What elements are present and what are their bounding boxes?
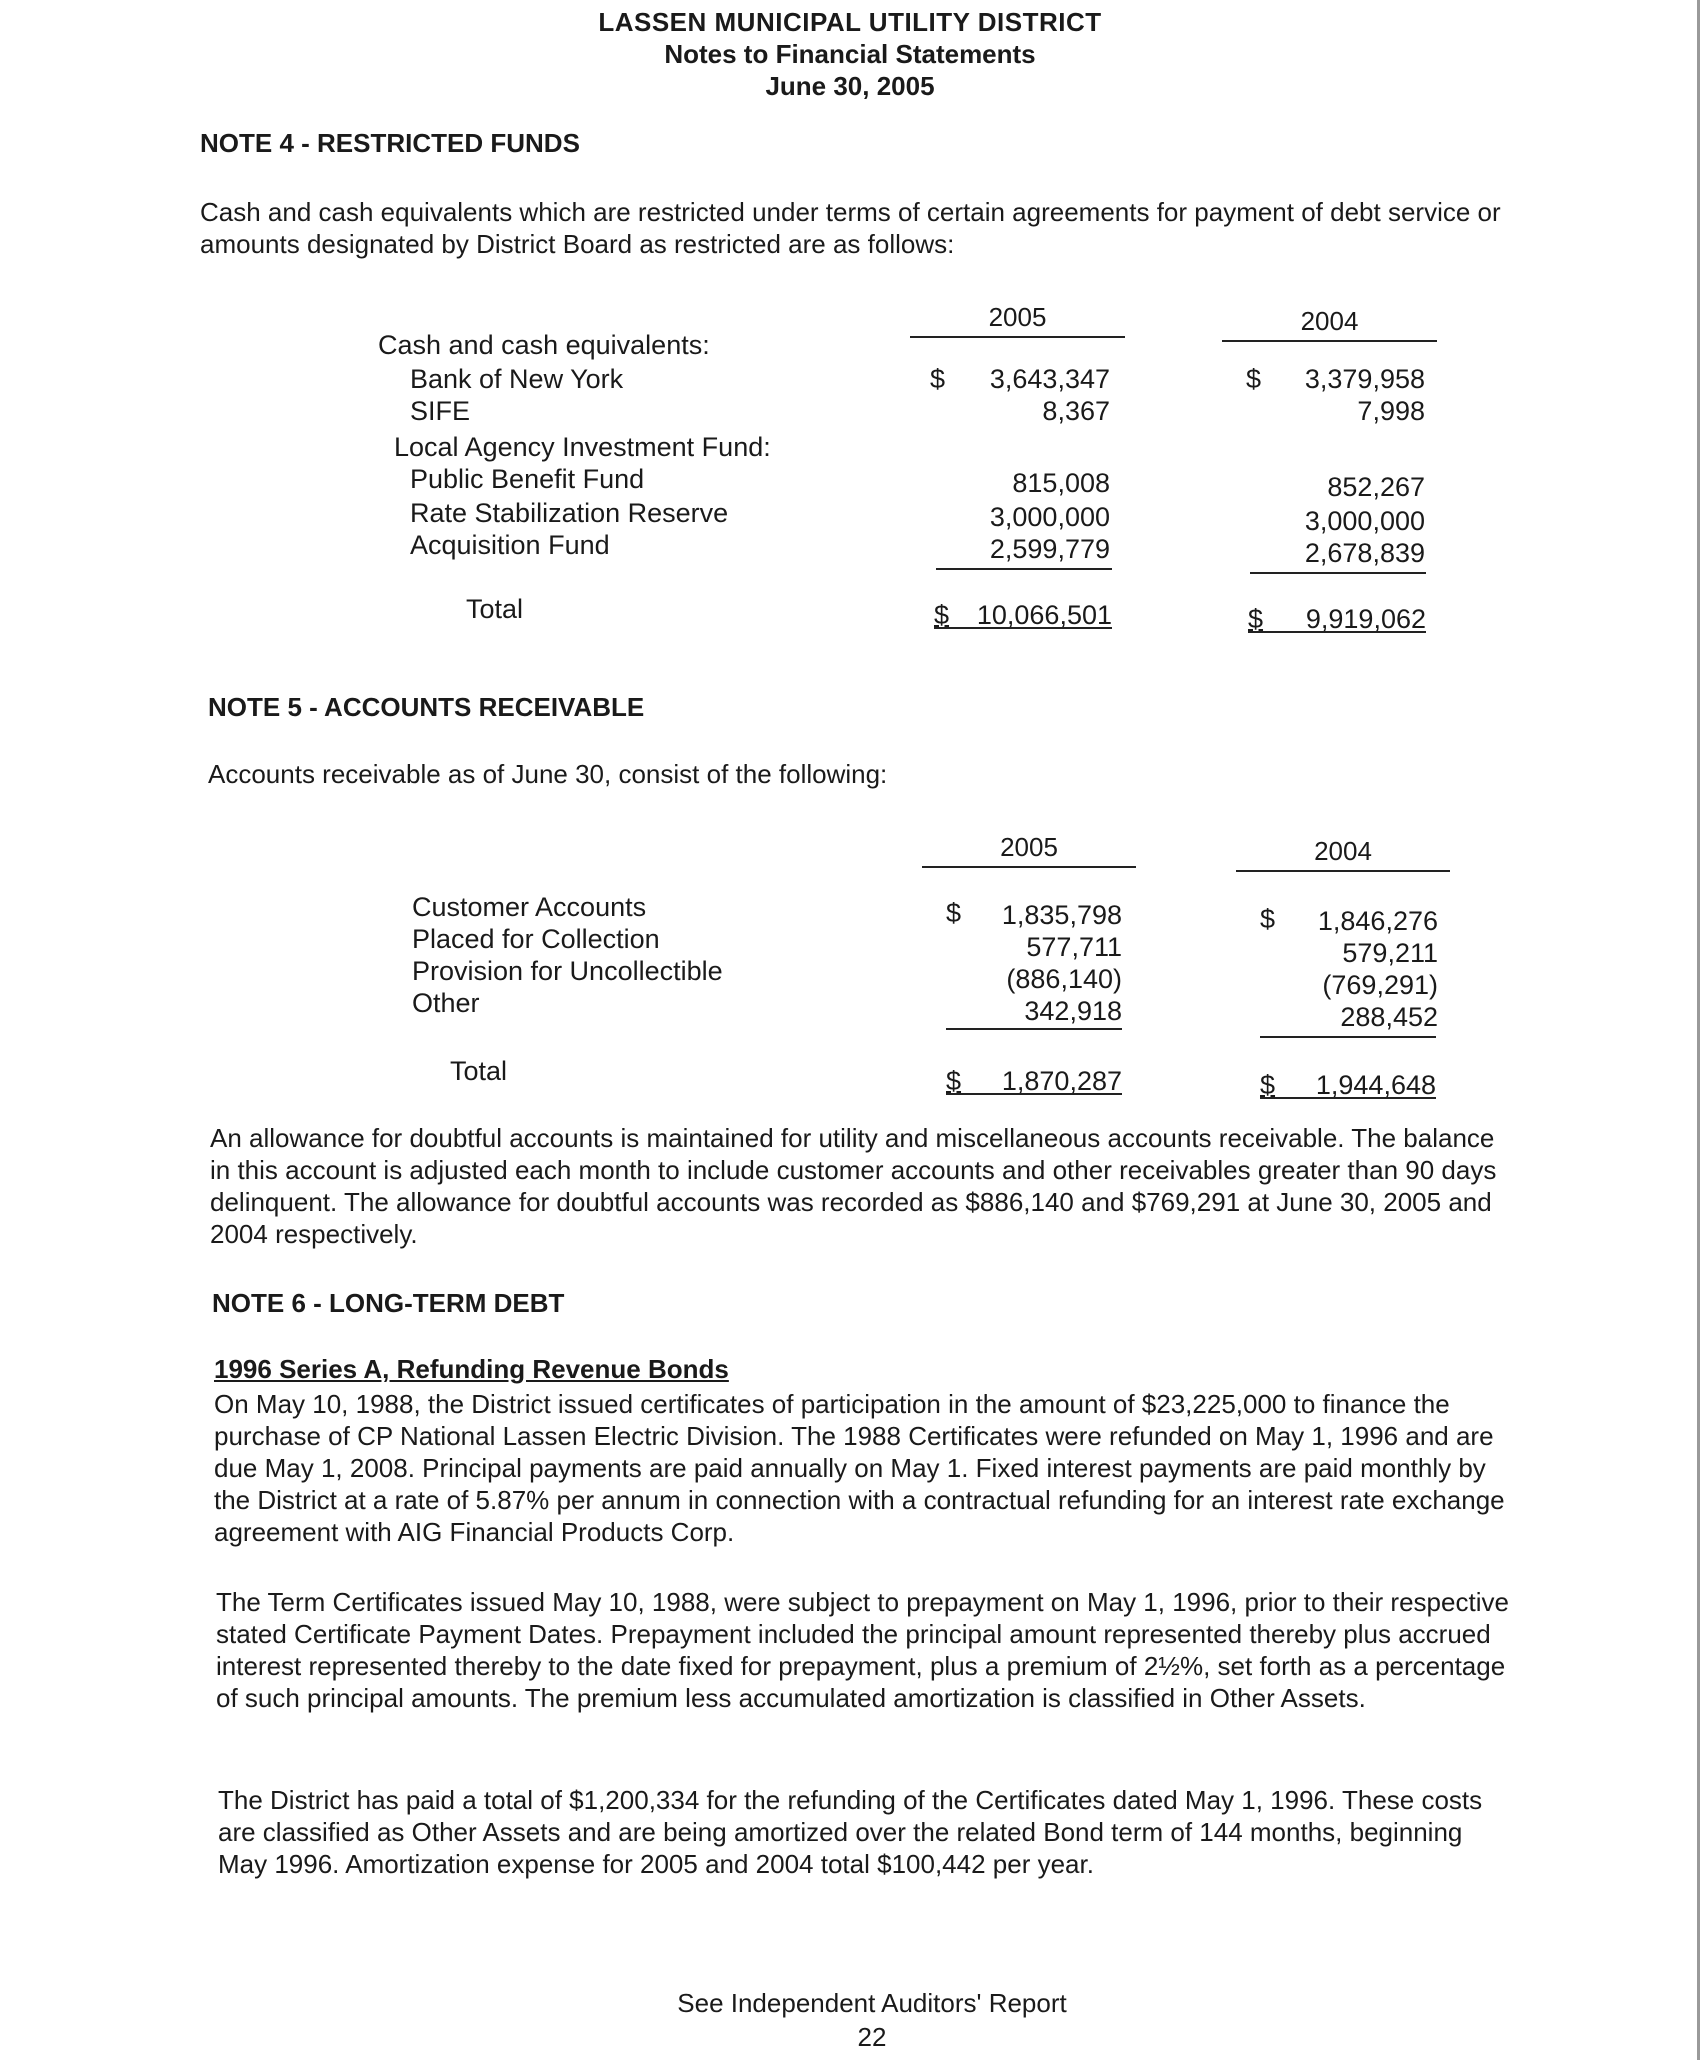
- total-underline: [1260, 1097, 1436, 1099]
- note6-title: NOTE 6 - LONG-TERM DEBT: [212, 1288, 565, 1318]
- row-value-2004: 2,678,839: [1304, 538, 1425, 568]
- row-value-2005: 8,367: [1042, 396, 1110, 426]
- note5-col-2004-rule: [1236, 870, 1450, 872]
- row-currency-2004: $: [1246, 364, 1262, 394]
- note5-intro: Accounts receivable as of June 30, consist of the following:: [208, 759, 888, 789]
- row-label: Customer Accounts: [412, 892, 647, 922]
- note5-col-2005: 2005: [1000, 832, 1058, 862]
- row-currency-2005: $: [930, 364, 946, 394]
- note5-title: NOTE 5 - ACCOUNTS RECEIVABLE: [208, 692, 645, 722]
- note4-group-cash: Cash and cash equivalents:: [378, 330, 710, 360]
- total-currency: $: [1260, 1070, 1276, 1100]
- table-row: [410, 364, 1450, 398]
- row-label: Placed for Collection: [412, 924, 660, 954]
- note4-total-2004: [1248, 604, 1426, 635]
- note4-total-label: Total: [466, 594, 524, 624]
- page-number: 22: [857, 2022, 887, 2052]
- document-title: Notes to Financial Statements: [664, 39, 1036, 69]
- row-label: Bank of New York: [410, 364, 624, 394]
- total-currency: $: [946, 1066, 962, 1096]
- total-underline: [946, 1093, 1122, 1095]
- total-value: 9,919,062: [1305, 604, 1426, 634]
- org-name: LASSEN MUNICIPAL UTILITY DISTRICT: [598, 7, 1102, 37]
- document-date: June 30, 2005: [765, 71, 935, 101]
- document-header: [0, 6, 1700, 102]
- table-row: [410, 464, 1450, 502]
- table-row: [410, 530, 1450, 568]
- total-value: 1,944,648: [1315, 1070, 1436, 1100]
- footer: [0, 1986, 1700, 2054]
- row-value-2005: 815,008: [1012, 468, 1110, 498]
- row-value-2005: 3,643,347: [989, 364, 1110, 394]
- row-value-2004: 3,000,000: [1304, 506, 1425, 536]
- total-value: 1,870,287: [1001, 1066, 1122, 1096]
- note6-paragraph-3: The District has paid a total of $1,200,334 for the refunding of the Certificates dated May 1, 1996. These costs are classified as Other Assets and are being amortized over the related Bond term of 144 months, beginning May 1996. Amortization expense for 2005 and 2004 total $100,442 per year.: [218, 1785, 1483, 1879]
- row-value-2004: 7,998: [1357, 396, 1425, 426]
- row-value-2005: 1,835,798: [1001, 900, 1122, 930]
- note4-title: NOTE 4 - RESTRICTED FUNDS: [200, 128, 580, 158]
- note4-col-2004: 2004: [1300, 306, 1359, 336]
- row-label: Acquisition Fund: [410, 530, 610, 560]
- row-value-2005: 3,000,000: [989, 502, 1110, 532]
- note5-col-2005-rule: [922, 866, 1136, 868]
- row-value-2004: 579,211: [1342, 938, 1438, 968]
- row-label: Public Benefit Fund: [410, 464, 645, 494]
- row-label: SIFE: [410, 396, 471, 426]
- note6-paragraph-1: On May 10, 1988, the District issued certificates of participation in the amount of $23,225,000 to finance the purchase of CP National Lassen Electric Division. The 1988 Certificates were refunded on May 1, 1996 and are due May 1, 2008. Principal payments are paid annually on May 1. Fixed interest payments are paid monthly by the District at a rate of 5.87% per annum in connection with a contractual refunding for an interest rate exchange agreement with AIG Financial Products Corp.: [214, 1389, 1505, 1547]
- row-value-2004: 852,267: [1327, 472, 1425, 502]
- note4-col-2005: 2005: [988, 302, 1047, 332]
- row-value-2004: 3,379,958: [1304, 364, 1425, 394]
- table-row: [410, 498, 1450, 536]
- note5-col-2004: 2004: [1314, 836, 1372, 866]
- note4-intro: Cash and cash equivalents which are restricted under terms of certain agreements for payment of debt service or amounts designated by District Board as restricted are as follows:: [200, 197, 1501, 259]
- total-underline: [1248, 631, 1426, 633]
- table-row: [412, 924, 1452, 968]
- row-label: Provision for Uncollectible: [412, 956, 723, 986]
- row-value-2004: 288,452: [1340, 1002, 1438, 1032]
- note4-col-2005-rule: [910, 336, 1125, 338]
- total-currency: $: [934, 600, 950, 630]
- note4-subtotal-rule-2004: [1250, 572, 1426, 574]
- row-value-2005: 342,918: [1024, 996, 1122, 1026]
- note5-subtotal-rule-2005: [946, 1028, 1122, 1030]
- note4-group-laif: Local Agency Investment Fund:: [394, 432, 771, 462]
- row-value-2004: 1,846,276: [1317, 906, 1438, 936]
- note5-total-2004: [1260, 1070, 1436, 1101]
- note5-total-label: Total: [450, 1056, 508, 1086]
- table-row: [412, 892, 1452, 936]
- row-label: Other: [412, 988, 480, 1018]
- row-label: Rate Stabilization Reserve: [410, 498, 729, 528]
- total-currency: $: [1248, 604, 1264, 634]
- note4-col-2004-rule: [1222, 340, 1437, 342]
- total-value: 10,066,501: [976, 600, 1112, 630]
- row-currency-2004: $: [1260, 904, 1276, 934]
- table-row: [410, 396, 1450, 430]
- table-row: [412, 988, 1452, 1032]
- row-currency-2005: $: [946, 898, 962, 928]
- auditors-report-note: See Independent Auditors' Report: [677, 1988, 1067, 2018]
- total-underline: [934, 627, 1112, 629]
- table-row: [412, 956, 1452, 1000]
- row-value-2005: 577,711: [1026, 932, 1122, 962]
- row-value-2004: (769,291): [1322, 970, 1438, 1000]
- note4-subtotal-rule-2005: [936, 568, 1112, 570]
- note5-total-2005: [946, 1066, 1122, 1097]
- note6-subheading: 1996 Series A, Refunding Revenue Bonds: [214, 1354, 729, 1384]
- note5-allowance-paragraph: An allowance for doubtful accounts is maintained for utility and miscellaneous accounts receivable. The balance in this account is adjusted each month to include customer accounts and other receivables greater than 90 days delinquent. The allowance for doubtful accounts was recorded as $886,140 and $769,291 at June 30, 2005 and 2004 respectively.: [210, 1123, 1497, 1249]
- row-value-2005: (886,140): [1006, 964, 1122, 994]
- note5-subtotal-rule-2004: [1260, 1036, 1436, 1038]
- note4-total-2005: [934, 600, 1112, 631]
- note6-paragraph-2: The Term Certificates issued May 10, 1988, were subject to prepayment on May 1, 1996, prior to their respective stated Certificate Payment Dates. Prepayment included the principal amount represented thereby plus accrued interest represented thereby to the date fixed for prepayment, plus a premium of 2½%, set forth as a percentage of such principal amounts. The premium less accumulated amortization is classified in Other Assets.: [216, 1587, 1509, 1713]
- row-value-2005: 2,599,779: [989, 534, 1110, 564]
